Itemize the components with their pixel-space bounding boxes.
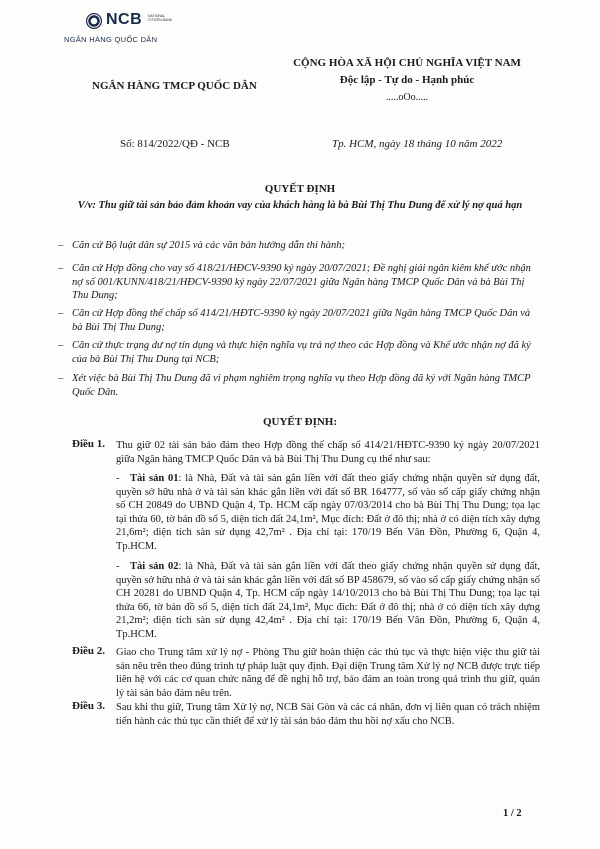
- ground-text: Căn cứ Bộ luật dân sự 2015 và các văn bản hướng dẫn thi hành;: [72, 240, 346, 251]
- document-title: QUYẾT ĐỊNH: [264, 183, 336, 195]
- national-motto: Độc lập - Tự do - Hạnh phúc: [339, 74, 475, 86]
- ground-item: – Căn cứ thực trạng dư nợ tín dụng và thực hiện nghĩa vụ trả nợ theo các Hợp đồng và Khế ước nhận nợ đã ký của bà Bùi Thị Thu Dung tại NCB;: [58, 340, 531, 365]
- asset-2-text: : là Nhà, Đất và tài sản gắn liền với đất theo giấy chứng nhận quyền sử dụng đất, quyền sở hữu nhà ở và tài sản khác gắn liền với đất số BP 458679, số vào sổ cấp giấy chứng nhận số CH 20281 do UBND Quận 4, Tp. HCM cấp ngày 14/10/2013 cho bà Bùi Thị Thu Dung; tọa lạc tại thửa 66, tờ bản đồ số 5, diện tích đất 24,1m², Mục đích: Đất ở đô thị; nhà ở có diện tích xây dựng 21,2m²; diện tích sàn sử dụng 42,4m² . Địa chỉ tại: 170/19 Bến Vân Đồn, Phường 6, Quận 4, Tp.HCM.: [116, 561, 540, 640]
- asset-1: - Tài sản 01: là Nhà, Đất và tài sản gắn liền với đất theo giấy chứng nhận quyền sử dụng đất, quyền sở hữu nhà ở và tài sản khác gắn liền với đất số BR 164777, số vào sổ cấp giấy chứng nhận số CH 20849 do UBND Quận 4, Tp. HCM cấp ngày 07/03/2014 cho bà Bùi Thị Thu Dung; tọa lạc tại thửa 60, tờ bản đồ số 5, diện tích đất 24,1m², Mục đích: Đất ở đô thị; nhà ở có diện tích xây dựng 21,6m²; diện tích sàn sử dụng 42,7m² . Địa chỉ tại: 170/19 Bến Vân Đồn, Phường 6, Quận 4, Tp.HCM.: [116, 473, 540, 552]
- article-1-label: Điều 1.: [72, 438, 105, 450]
- document-subject: V/v: Thu giữ tài sản bảo đảm khoản vay của khách hàng là bà Bùi Thị Thu Dung để xử lý nợ quá hạn: [77, 200, 523, 211]
- asset-2-head: Tài sản 02: [130, 561, 179, 572]
- asset-2: - Tài sản 02: là Nhà, Đất và tài sản gắn liền với đất theo giấy chứng nhận quyền sử dụng đất, quyền sở hữu nhà ở và tài sản khác gắn liền với đất số BP 458679, số vào sổ cấp giấy chứng nhận số CH 20281 do UBND Quận 4, Tp. HCM cấp ngày 14/10/2013 cho bà Bùi Thị Thu Dung; tọa lạc tại thửa 66, tờ bản đồ số 5, diện tích đất 24,1m², Mục đích: Đất ở đô thị; nhà ở có diện tích xây dựng 21,2m²; diện tích sàn sử dụng 42,4m² . Địa chỉ tại: 170/19 Bến Vân Đồn, Phường 6, Quận 4, Tp.HCM.: [116, 561, 540, 640]
- article-2-label: Điều 2.: [72, 645, 105, 657]
- national-title: CỘNG HÒA XÃ HỘI CHỦ NGHĨA VIỆT NAM: [293, 57, 521, 69]
- ground-item: – Căn cứ Hợp đồng cho vay số 418/21/HĐCV-9390 ký ngày 20/07/2021; Đề nghị giải ngân kiêm khế ước nhận nợ số 001/KUNN/418/21/HĐCV-9390 ký ngày 22/07/2021 giữa Ngân hàng TMCP Quốc Dân và bà Bùi Thị Thu Dung;: [58, 263, 531, 301]
- decision-heading: QUYẾT ĐỊNH:: [262, 416, 338, 428]
- logo-tagline: NGÂN HÀNG QUỐC DÂN: [64, 35, 158, 44]
- ground-text: Xét việc bà Bùi Thị Thu Dung đã vi phạm nghiêm trọng nghĩa vụ theo Hợp đồng đã ký với Ngân hàng TMCP Quốc Dân.: [72, 373, 531, 398]
- article-3-label: Điều 3.: [72, 700, 105, 712]
- bank-logo: [64, 10, 184, 50]
- ground-text: Căn cứ thực trạng dư nợ tín dụng và thực hiện nghĩa vụ trả nợ theo các Hợp đồng và Khế ước nhận nợ đã ký của bà Bùi Thị Thu Dung tại NCB;: [72, 340, 531, 365]
- ground-text: Căn cứ Hợp đồng thế chấp số 414/21/HĐTC-9390 ký ngày 20/07/2021 giữa Ngân hàng TMCP Quốc Dân và bà Bùi Thị Thu Dung;: [72, 308, 531, 333]
- separator: .....oOo.....: [385, 92, 429, 103]
- ground-item: – Căn cứ Bộ luật dân sự 2015 và các văn bản hướng dẫn thi hành;: [58, 240, 346, 251]
- asset-1-head: Tài sản 01: [130, 473, 179, 484]
- ground-item: – Căn cứ Hợp đồng thế chấp số 414/21/HĐTC-9390 ký ngày 20/07/2021 giữa Ngân hàng TMCP Quốc Dân và bà Bùi Thị Thu Dung;: [58, 308, 531, 333]
- issuer-name: NGÂN HÀNG TMCP QUỐC DÂN: [92, 80, 257, 92]
- logo-subtitle: NATIONAL CITIZEN BANK: [148, 14, 173, 22]
- article-3-text: Sau khi thu giữ, Trung tâm Xử lý nợ, NCB Sài Gòn và các cá nhân, đơn vị liên quan có trách nhiệm tiến hành các thủ tục cần thiết để xử lý tài sản bảo đảm thu hồi nợ xấu cho NCB.: [116, 702, 540, 727]
- ground-text: Căn cứ Hợp đồng cho vay số 418/21/HĐCV-9390 ký ngày 20/07/2021; Đề nghị giải ngân kiêm khế ước nhận nợ số 001/KUNN/418/21/HĐCV-9390 ký ngày 22/07/2021 giữa Ngân hàng TMCP Quốc Dân và bà Bùi Thị Thu Dung;: [72, 263, 531, 301]
- page-number: 1 / 2: [503, 808, 522, 819]
- logo-emblem-icon: [86, 13, 102, 29]
- ground-item: – Xét việc bà Bùi Thị Thu Dung đã vi phạm nghiêm trọng nghĩa vụ theo Hợp đồng đã ký với Ngân hàng TMCP Quốc Dân.: [58, 373, 531, 398]
- asset-1-text: : là Nhà, Đất và tài sản gắn liền với đất theo giấy chứng nhận quyền sử dụng đất, quyền sở hữu nhà ở và tài sản khác gắn liền với đất số BR 164777, số vào sổ cấp giấy chứng nhận số CH 20849 do UBND Quận 4, Tp. HCM cấp ngày 07/03/2014 cho bà Bùi Thị Thu Dung; tọa lạc tại thửa 60, tờ bản đồ số 5, diện tích đất 24,1m², Mục đích: Đất ở đô thị; nhà ở có diện tích xây dựng 21,6m²; diện tích sàn sử dụng 42,7m² . Địa chỉ tại: 170/19 Bến Vân Đồn, Phường 6, Quận 4, Tp.HCM.: [116, 473, 540, 552]
- article-2-text: Giao cho Trung tâm xử lý nợ - Phòng Thu giữ hoàn thiện các thủ tục và thực hiện việc thu giữ tài sản nêu trên theo đúng trình tự pháp luật quy định. Đại diện Trung tâm Xử lý nợ NCB được trực tiếp liên hệ với các cơ quan chức năng để đề nghị hỗ trợ, bảo đảm an toàn trong quá trình thu giữ, quản lý tài sản bảo đảm nêu trên.: [116, 647, 540, 699]
- article-1-text: Thu giữ 02 tài sản bảo đảm theo Hợp đồng thế chấp số 414/21/HĐTC-9390 ký ngày 20/07/2021 giữa Ngân hàng TMCP Quốc Dân và bà Bùi Thị Thu Dung cụ thể như sau:: [116, 440, 540, 465]
- logo-name: NCB: [106, 11, 143, 28]
- place-date: Tp. HCM, ngày 18 tháng 10 năm 2022: [332, 138, 503, 150]
- decision-number: Số: 814/2022/QĐ - NCB: [120, 138, 230, 150]
